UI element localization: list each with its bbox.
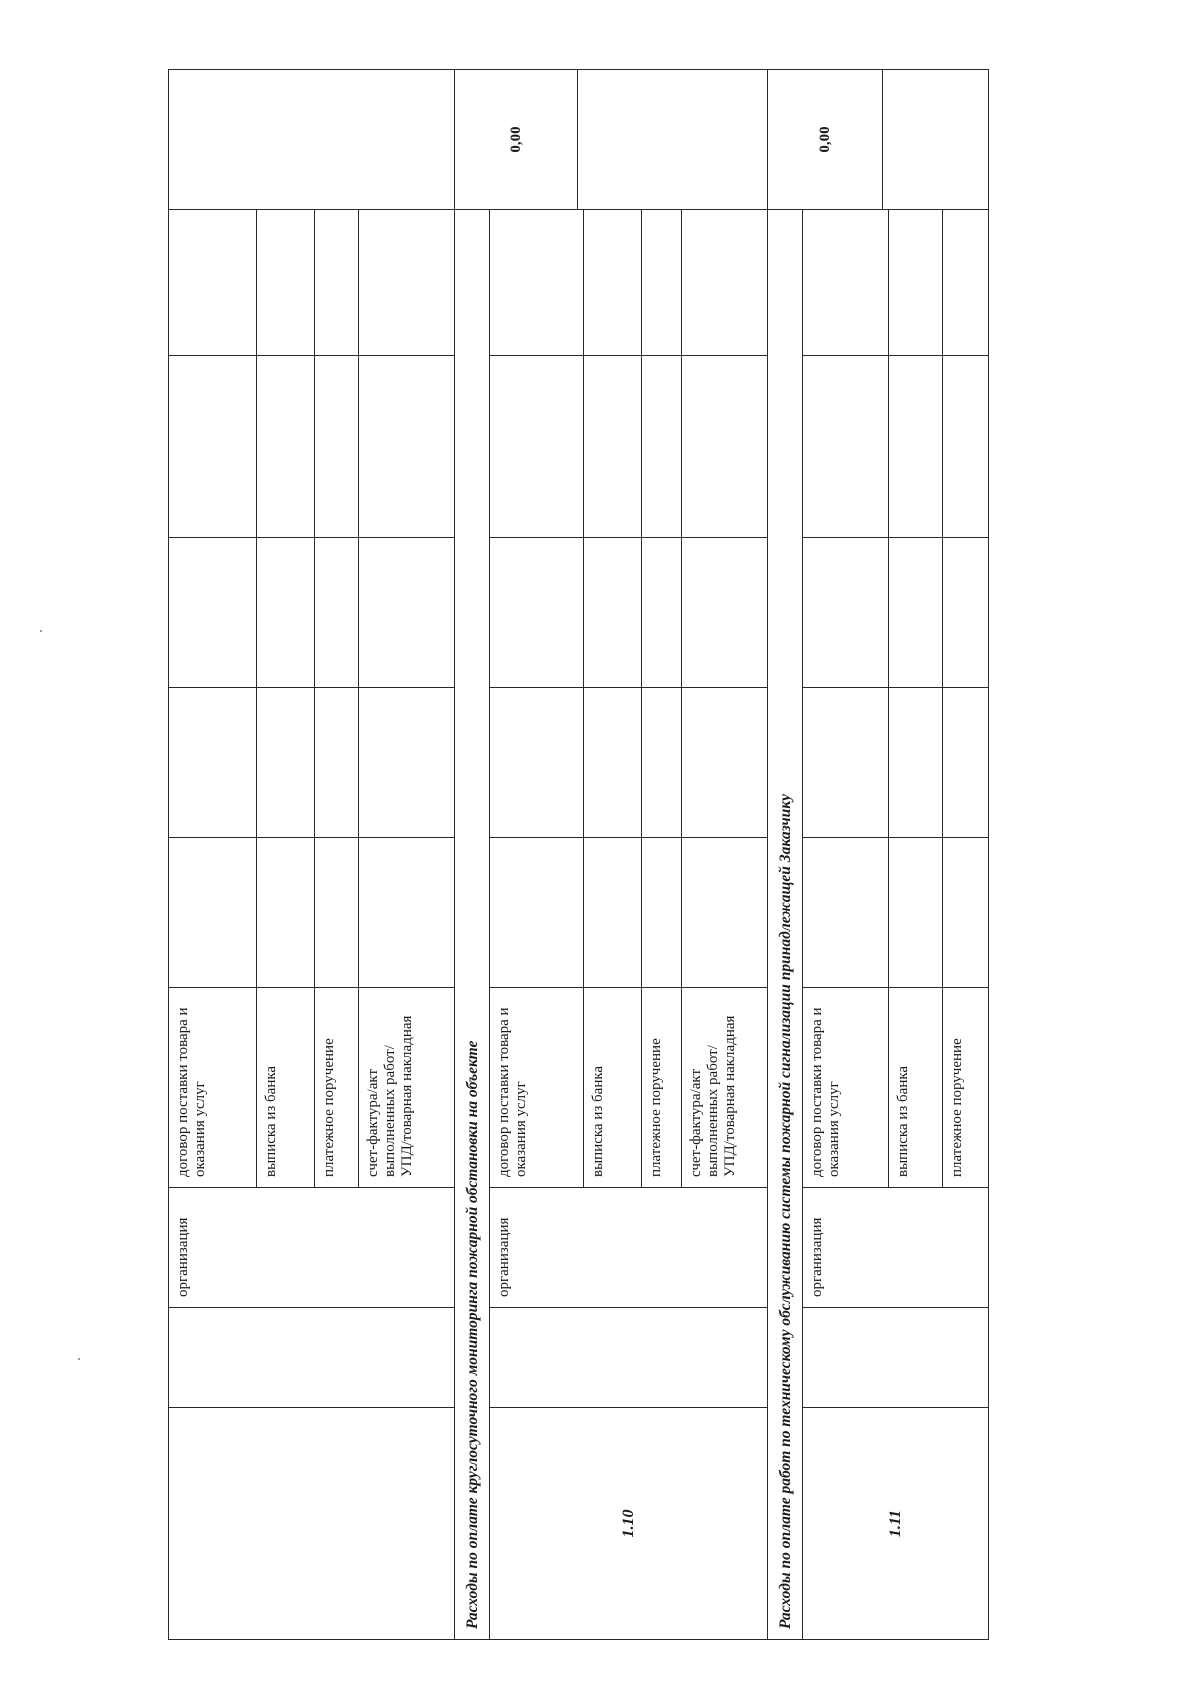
empty-cell [803,210,889,356]
empty-cell [642,356,682,538]
row-number-cell [169,1408,455,1640]
empty-cell [803,1308,989,1408]
empty-cell [682,210,768,356]
empty-cell [169,70,455,210]
org-label: организация [490,1188,768,1308]
org-label: организация [169,1188,455,1308]
doc-invoice: счет-фактура/акт выполненных работ/ УПД/товарная накладная [682,988,768,1188]
empty-cell [359,210,455,356]
empty-cell [490,210,584,356]
section-title: Расходы по оплате круглосуточного мониторинга пожарной обстановки на объекте [455,210,490,1640]
empty-cell [803,688,889,838]
empty-cell [359,838,455,988]
empty-cell [315,210,359,356]
scan-speck [78,1358,80,1360]
doc-payment-order: платежное поручение [642,988,682,1188]
empty-cell [642,688,682,838]
empty-cell [803,356,889,538]
empty-cell [257,210,315,356]
section-total: 0,00 [768,70,883,210]
empty-cell [584,356,642,538]
table-row [803,70,883,1640]
section-total: 0,00 [455,70,578,210]
empty-cell [889,688,943,838]
doc-bank-statement: выписка из банка [257,988,315,1188]
scan-speck [40,630,42,632]
section-title-row [455,70,490,1640]
empty-cell [315,356,359,538]
empty-cell [584,538,642,688]
empty-cell [943,688,989,838]
empty-cell [584,688,642,838]
org-label: организация [803,1188,989,1308]
empty-cell [359,538,455,688]
empty-cell [803,838,889,988]
empty-cell [490,356,584,538]
doc-invoice: счет-фактура/акт выполненных работ/ УПД/товарная накладная [359,988,455,1188]
empty-cell [943,210,989,356]
empty-cell [490,538,584,688]
empty-cell [642,838,682,988]
empty-cell [803,538,889,688]
empty-cell [943,538,989,688]
empty-cell [169,688,257,838]
table-row [490,70,578,1640]
doc-payment-order: платежное поручение [315,988,359,1188]
empty-cell [642,538,682,688]
empty-cell [889,838,943,988]
empty-cell [169,538,257,688]
empty-cell [889,210,943,356]
expense-documents-table [168,69,989,1640]
section-title-row [768,70,803,1640]
empty-cell [257,356,315,538]
doc-contract: договор поставки товара и оказания услуг [169,988,257,1188]
empty-cell [943,838,989,988]
empty-cell [490,1308,768,1408]
doc-contract: договор поставки товара и оказания услуг [490,988,584,1188]
row-number-cell: 1.10 [490,1408,768,1640]
empty-cell [169,1308,455,1408]
table-row [169,70,257,1640]
section-title: Расходы по оплате работ по техническому обслуживанию системы пожарной сигнализации принадлежащей Заказчику [768,210,803,1640]
empty-cell [682,538,768,688]
empty-cell [682,688,768,838]
empty-cell [889,356,943,538]
doc-bank-statement: выписка из банка [889,988,943,1188]
empty-cell [315,688,359,838]
empty-cell [943,356,989,538]
empty-cell [359,356,455,538]
row-number-cell: 1.11 [803,1408,989,1640]
empty-cell [889,538,943,688]
empty-cell [682,838,768,988]
empty-cell [169,838,257,988]
empty-cell [315,838,359,988]
empty-cell [682,356,768,538]
doc-payment-order: платежное поручение [943,988,989,1188]
empty-cell [315,538,359,688]
empty-cell [169,356,257,538]
empty-cell [257,538,315,688]
empty-cell [642,210,682,356]
empty-cell [257,838,315,988]
empty-cell [169,210,257,356]
empty-cell [490,688,584,838]
empty-cell [257,688,315,838]
empty-cell [584,210,642,356]
empty-cell [584,838,642,988]
empty-cell [359,688,455,838]
rotated-table-page [168,70,1068,1640]
doc-contract: договор поставки товара и оказания услуг [803,988,889,1188]
empty-cell [578,70,768,210]
empty-cell [883,70,989,210]
empty-cell [490,838,584,988]
doc-bank-statement: выписка из банка [584,988,642,1188]
